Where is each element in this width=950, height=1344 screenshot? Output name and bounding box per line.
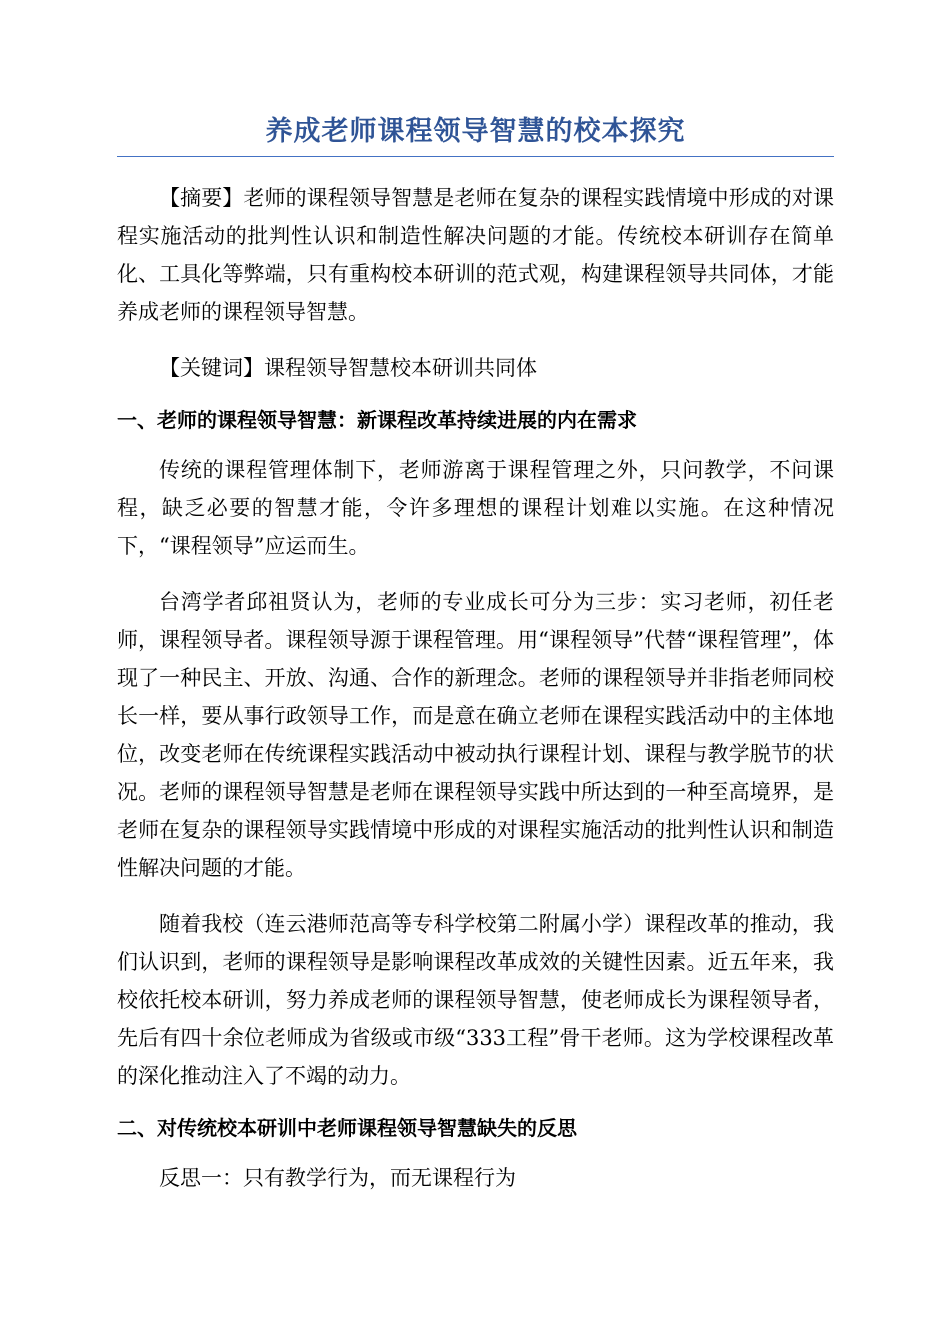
- section-heading-1: 一、老师的课程领导智慧：新课程改革持续进展的内在需求: [117, 408, 637, 432]
- abstract-paragraph: 【摘要】老师的课程领导智慧是老师在复杂的课程实践情境中形成的对课程实施活动的批判性认识和制造性解决问题的才能。传统校本研训存在简单化、工具化等弊端，只有重构校本研训的范式观，构建课程领导共同体，才能养成老师的课程领导智慧。: [117, 186, 834, 324]
- document-title: 养成老师课程领导智慧的校本探究: [117, 112, 834, 157]
- section-heading-2: 二、对传统校本研训中老师课程领导智慧缺失的反思: [117, 1116, 577, 1140]
- body-paragraph: 随着我校（连云港师范高等专科学校第二附属小学）课程改革的推动，我们认识到，老师的课程领导是影响课程改革成效的关键性因素。近五年来，我校依托校本研训，努力养成老师的课程领导智慧，使老师成长为课程领导者，先后有四十余位老师成为省级或市级“333工程”骨干老师。这为学校课程改革的深化推动注入了不竭的动力。: [117, 912, 834, 1088]
- body-paragraph: 台湾学者邱祖贤认为，老师的专业成长可分为三步：实习老师，初任老师，课程领导者。课程领导源于课程管理。用“课程领导”代替“课程管理”，体现了一种民主、开放、沟通、合作的新理念。老师的课程领导并非指老师同校长一样，要从事行政领导工作，而是意在确立老师在课程实践活动中的主体地位，改变老师在传统课程实践活动中被动执行课程计划、课程与教学脱节的状况。老师的课程领导智慧是老师在课程领导实践中所达到的一种至高境界，是老师在复杂的课程领导实践情境中形成的对课程实施活动的批判性认识和制造性解决问题的才能。: [117, 590, 834, 880]
- body-paragraph: 反思一：只有教学行为，而无课程行为: [159, 1166, 516, 1190]
- keywords-paragraph: 【关键词】课程领导智慧校本研训共同体: [159, 356, 537, 380]
- body-paragraph: 传统的课程管理体制下，老师游离于课程管理之外，只问教学，不问课程，缺乏必要的智慧才能，令许多理想的课程计划难以实施。在这种情况下，“课程领导”应运而生。: [117, 458, 834, 558]
- document-page: [117, 112, 834, 1197]
